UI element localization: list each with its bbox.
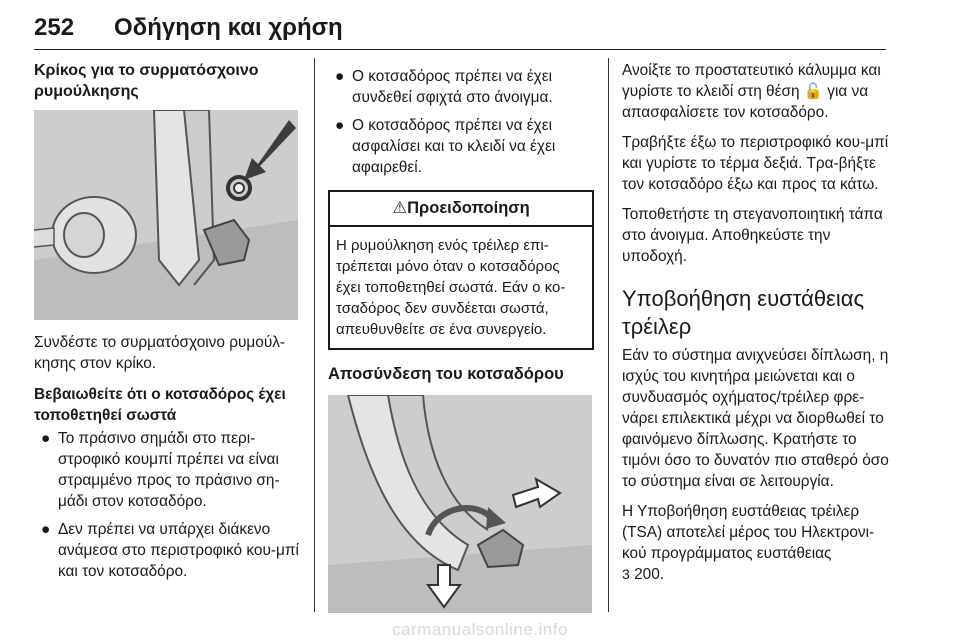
page-reference[interactable]: 200. [634, 566, 665, 583]
reference-arrow-icon: 3 [622, 566, 630, 582]
column-2 [328, 60, 594, 613]
header-rule [34, 49, 886, 50]
paragraph-unlock: Ανοίξτε το προστατευτικό κάλυμμα και γυρίστε το κλειδί στη θέση 🔓 για να απασφαλίσετε τον κοτσαδόρο. [622, 62, 881, 121]
paragraph-seal-cap: Τοποθετήστε τη στεγανοποιητική τάπα στο άνοιγμα. Αποθηκεύστε την υποδοχή. [622, 206, 883, 265]
hitch-removal-figure [328, 395, 592, 613]
page-number: 252 [34, 14, 75, 41]
site-watermark: carmanualsonline.info [392, 620, 568, 639]
list-item: ● Το πράσινο σημάδι στο περι-στροφικό κουμπί πρέπει να είναι στραμμένο προς το πράσινο ση-μάδι στον κοτσαδόρο. [41, 430, 280, 510]
paragraph-pull-knob: Τραβήξτε έξω το περιστροφικό κου-μπί και γυρίστε το τέρμα δεξιά. Τρα-βήξτε τον κοτσαδόρο έξω και προς τα κάτω. [622, 134, 889, 193]
page-header [34, 8, 886, 48]
paragraph-tsa: Εάν το σύστημα ανιχνεύσει δίπλωση, η ισχύς του κινητήρα μειώνεται και ο συνδυασμός οχήματος/τρέιλερ φρε-νάρει επιλεκτικά μέχρι να διορθωθεί το φαινόμενο δίπλωσης. Κρατήστε το τιμόνι όσο το δυνατόν πιο σταθερό όσο το σύστημα είναι σε λειτουργία. [622, 347, 889, 490]
tsa-heading: Υποβοήθηση ευστάθειας τρέιλερ [622, 286, 865, 339]
trailer-hitch-removal-illustration-icon [328, 395, 592, 613]
check-list-continued [328, 66, 594, 178]
detach-heading: Αποσύνδεση του κοτσαδόρου [328, 365, 564, 383]
paragraph-tsa-esp: Η Υποβοήθηση ευστάθειας τρέιλερ (TSA) αποτελεί μέρος του Ηλεκτρονι-κού προγράμματος ευστάθειας 3 200. [622, 503, 875, 583]
warning-title: Προειδοποίηση [407, 199, 530, 217]
towing-eye-heading: Κρίκος για το συρματόσχοινο ρυμούλκησης [34, 62, 259, 100]
section-title: Οδήγηση και χρήση [114, 14, 343, 41]
column-divider [608, 58, 609, 612]
list-item: ● Δεν πρέπει να υπάρχει διάκενο ανάμεσα στο περιστροφικό κου-μπί και τον κοτσαδόρο. [41, 521, 299, 580]
unlock-symbol-icon: 🔓 [803, 83, 823, 100]
check-heading: Βεβαιωθείτε ότι ο κοτσαδόρος έχει τοποθετηθεί σωστά [34, 386, 286, 424]
list-item: ● Ο κοτσαδόρος πρέπει να έχει συνδεθεί σφιχτά στο άνοιγμα. [335, 68, 553, 106]
column-1 [34, 60, 300, 582]
check-list [34, 428, 300, 582]
warning-body: Η ρυμούλκηση ενός τρέιλερ επι-τρέπεται μόνο όταν ο κοτσαδόρος έχει τοποθετηθεί σωστά. Εάν ο κο-τσαδόρος δεν συνδέεται σωστά, απευθυνθείτε σε ένα συνεργείο. [336, 237, 566, 338]
caption-connect: Συνδέστε το συρματόσχοινο ρυμούλ-κησης στον κρίκο. [34, 334, 286, 372]
column-3 [622, 60, 890, 585]
warning-triangle-icon: ⚠ [392, 199, 408, 217]
warning-box [328, 190, 594, 350]
column-divider [314, 58, 315, 612]
list-item: ● Ο κοτσαδόρος πρέπει να έχει ασφαλίσει και το κλειδί να έχει αφαιρεθεί. [335, 117, 556, 176]
warning-header [330, 192, 592, 227]
trailer-hitch-lock-illustration-icon [34, 110, 298, 320]
hitch-lock-figure [34, 110, 298, 320]
